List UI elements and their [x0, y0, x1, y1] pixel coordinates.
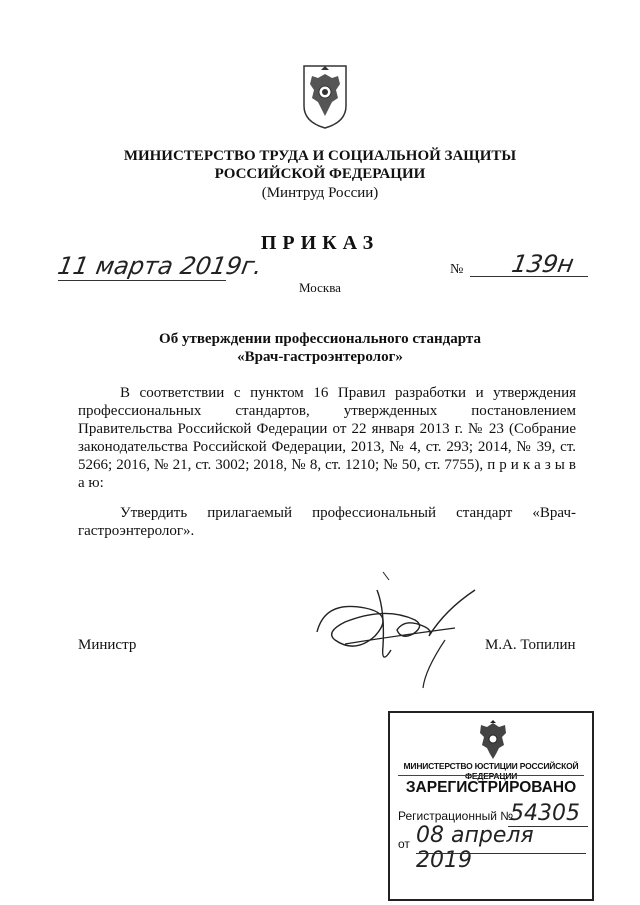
stamp-ministry: МИНИСТЕРСТВО ЮСТИЦИИ РОССИЙСКОЙ ФЕДЕРАЦИИ: [403, 761, 579, 781]
stamp-from-date: 08 апреля 2019: [416, 823, 534, 873]
order-city: Москва: [299, 280, 341, 295]
coat-of-arms-icon: [475, 719, 511, 761]
signatory-position: Министр: [78, 637, 137, 653]
handwritten-signature: [305, 570, 485, 700]
ministry-short-name: (Минтруд России): [261, 185, 379, 201]
ministry-name-line1: МИНИСТЕРСТВО ТРУДА И СОЦИАЛЬНОЙ ЗАЩИТЫ: [123, 148, 517, 164]
coat-of-arms-icon: [300, 60, 350, 130]
registration-stamp: [388, 711, 594, 901]
subject-line2: «Врач-гастроэнтеролог»: [237, 349, 403, 365]
stamp-divider: [398, 775, 584, 776]
stamp-status: ЗАРЕГИСТРИРОВАНО: [405, 779, 577, 796]
body-paragraph-2: Утвердить прилагаемый профессиональный стандарт «Врач-гастроэнтеролог».: [78, 505, 576, 539]
document-title: ПРИКАЗ: [260, 232, 380, 254]
subject-line1: Об утверждении профессионального стандарта: [159, 331, 481, 347]
order-number-label: №: [450, 262, 464, 277]
stamp-reg-label: Регистрационный №: [398, 809, 514, 823]
stamp-reg-number: 54305: [510, 801, 580, 826]
ministry-name-line2: РОССИЙСКОЙ ФЕДЕРАЦИИ: [214, 166, 426, 182]
stamp-from-label: от: [398, 837, 410, 851]
body-paragraph-1: В соответствии с пунктом 16 Правил разработки и утверждения профессиональных стандартов, утвержденных постановлением Правительства Российской Федерации от 22 января 2013 г. № 23 (Собрание законодательства Российской Федерации, 2013, № 4, ст. 293; 2014, № 39, ст. 5266; 2016, № 21, ст. 3002; 2018, № 8, ст. 1210; № 50, ст. 7755), п р и к а з ы в а ю:: [78, 385, 576, 491]
order-number-handwritten: 139н: [509, 250, 576, 278]
stamp-from-underline: [416, 853, 586, 854]
signatory-name: М.А. Топилин: [485, 637, 576, 653]
order-date-handwritten: 11 марта 2019г.: [55, 252, 265, 280]
